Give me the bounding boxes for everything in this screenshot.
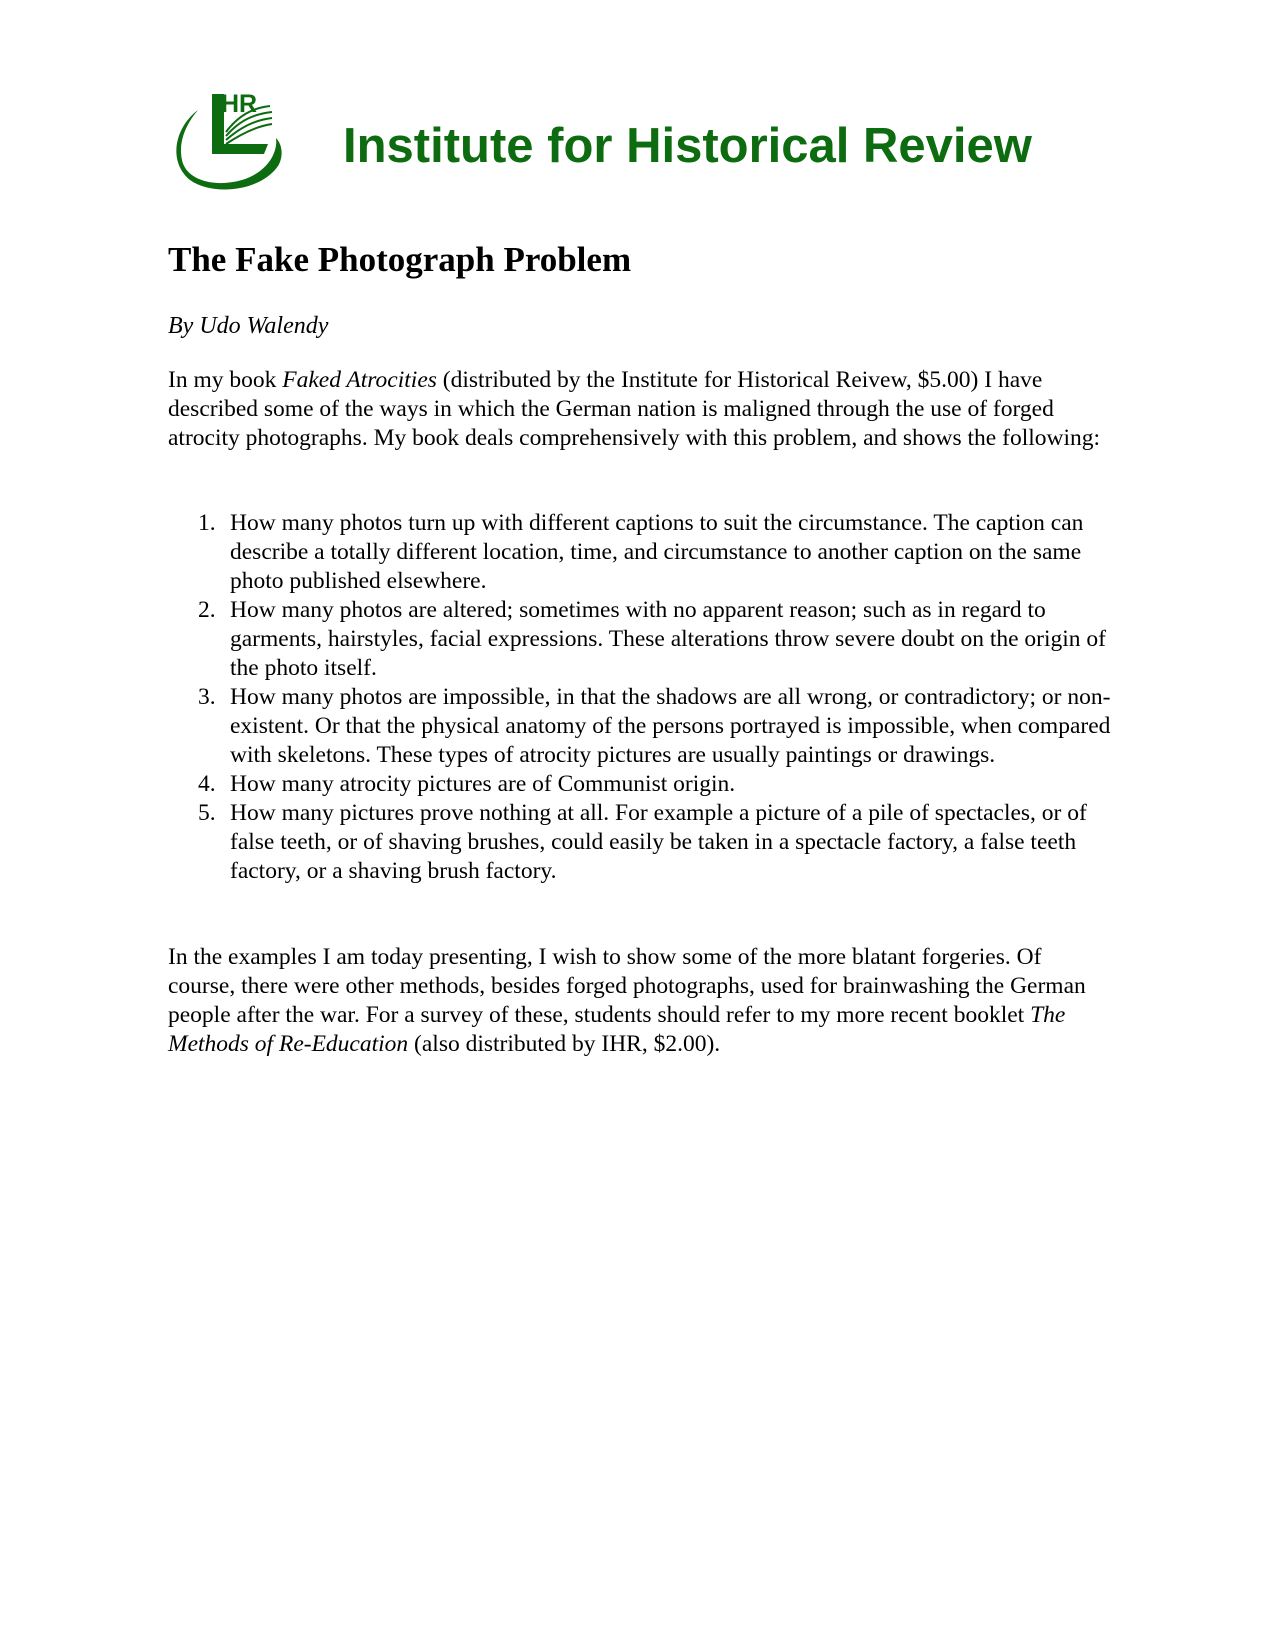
list-item-number: 1. [198, 510, 216, 536]
article-title: The Fake Photograph Problem [168, 240, 632, 279]
list-item [168, 596, 1113, 683]
intro-paragraph [168, 366, 1113, 453]
book-title-methods-of-re-education: The Methods of Re-Education [168, 1002, 1066, 1057]
closing-paragraph [168, 943, 1113, 1059]
list-item-number: 5. [198, 800, 216, 826]
list-item-text: How many photos are altered; sometimes with no apparent reason; such as in regard to garments, hairstyles, facial expressions. These alterations throw severe doubt on the origin of the photo itself. [230, 597, 1107, 681]
svg-text:IHR: IHR [214, 90, 258, 118]
ihr-logo [168, 88, 284, 198]
list-item [168, 770, 1113, 799]
list-item-number: 4. [198, 771, 216, 797]
list-item-text: How many photos turn up with different captions to suit the circumstance. The caption can describe a totally different location, time, and circumstance to another caption on the same photo published elsewhere. [230, 510, 1084, 594]
list-item [168, 799, 1113, 886]
intro-text-end: (distributed by the Institute for Historical Reivew, $5.00) I have described some of the ways in which the German nation is maligned through the use of forged atrocity photographs. My book deals comprehensively with this problem, and shows the following: [168, 367, 1101, 451]
list-item [168, 683, 1113, 770]
page-header [168, 88, 1113, 200]
book-title-faked-atrocities: Faked Atrocities [282, 367, 437, 393]
list-item-number: 3. [198, 684, 216, 710]
list-item-text: How many pictures prove nothing at all. For example a picture of a pile of spectacles, or of false teeth, or of shaving brushes, could easily be taken in a spectacle factory, a false teeth factory, or a shaving brush factory. [230, 800, 1087, 884]
list-item-number: 2. [198, 597, 216, 623]
closing-text-end: (also distributed by IHR, $2.00). [408, 1031, 721, 1057]
article-byline: By Udo Walendy [168, 313, 329, 339]
list-item [168, 509, 1113, 596]
list-item-text: How many atrocity pictures are of Communist origin. [230, 771, 736, 797]
points-list [168, 509, 1113, 886]
intro-text-start: In my book [168, 367, 283, 393]
closing-text-start: In the examples I am today presenting, I wish to show some of the more blatant forgeries. Of course, there were other methods, besides forged photographs, used for brainwashing the German people after the war. For a survey of these, students should refer to my more recent booklet [168, 944, 1086, 1028]
list-item-text: How many photos are impossible, in that the shadows are all wrong, or contradictory; or non-existent. Or that the physical anatomy of the persons portrayed is impossible, when compared with skeletons. These types of atrocity pictures are usually paintings or drawings. [230, 684, 1111, 768]
organization-name: Institute for Historical Review [343, 119, 1032, 173]
